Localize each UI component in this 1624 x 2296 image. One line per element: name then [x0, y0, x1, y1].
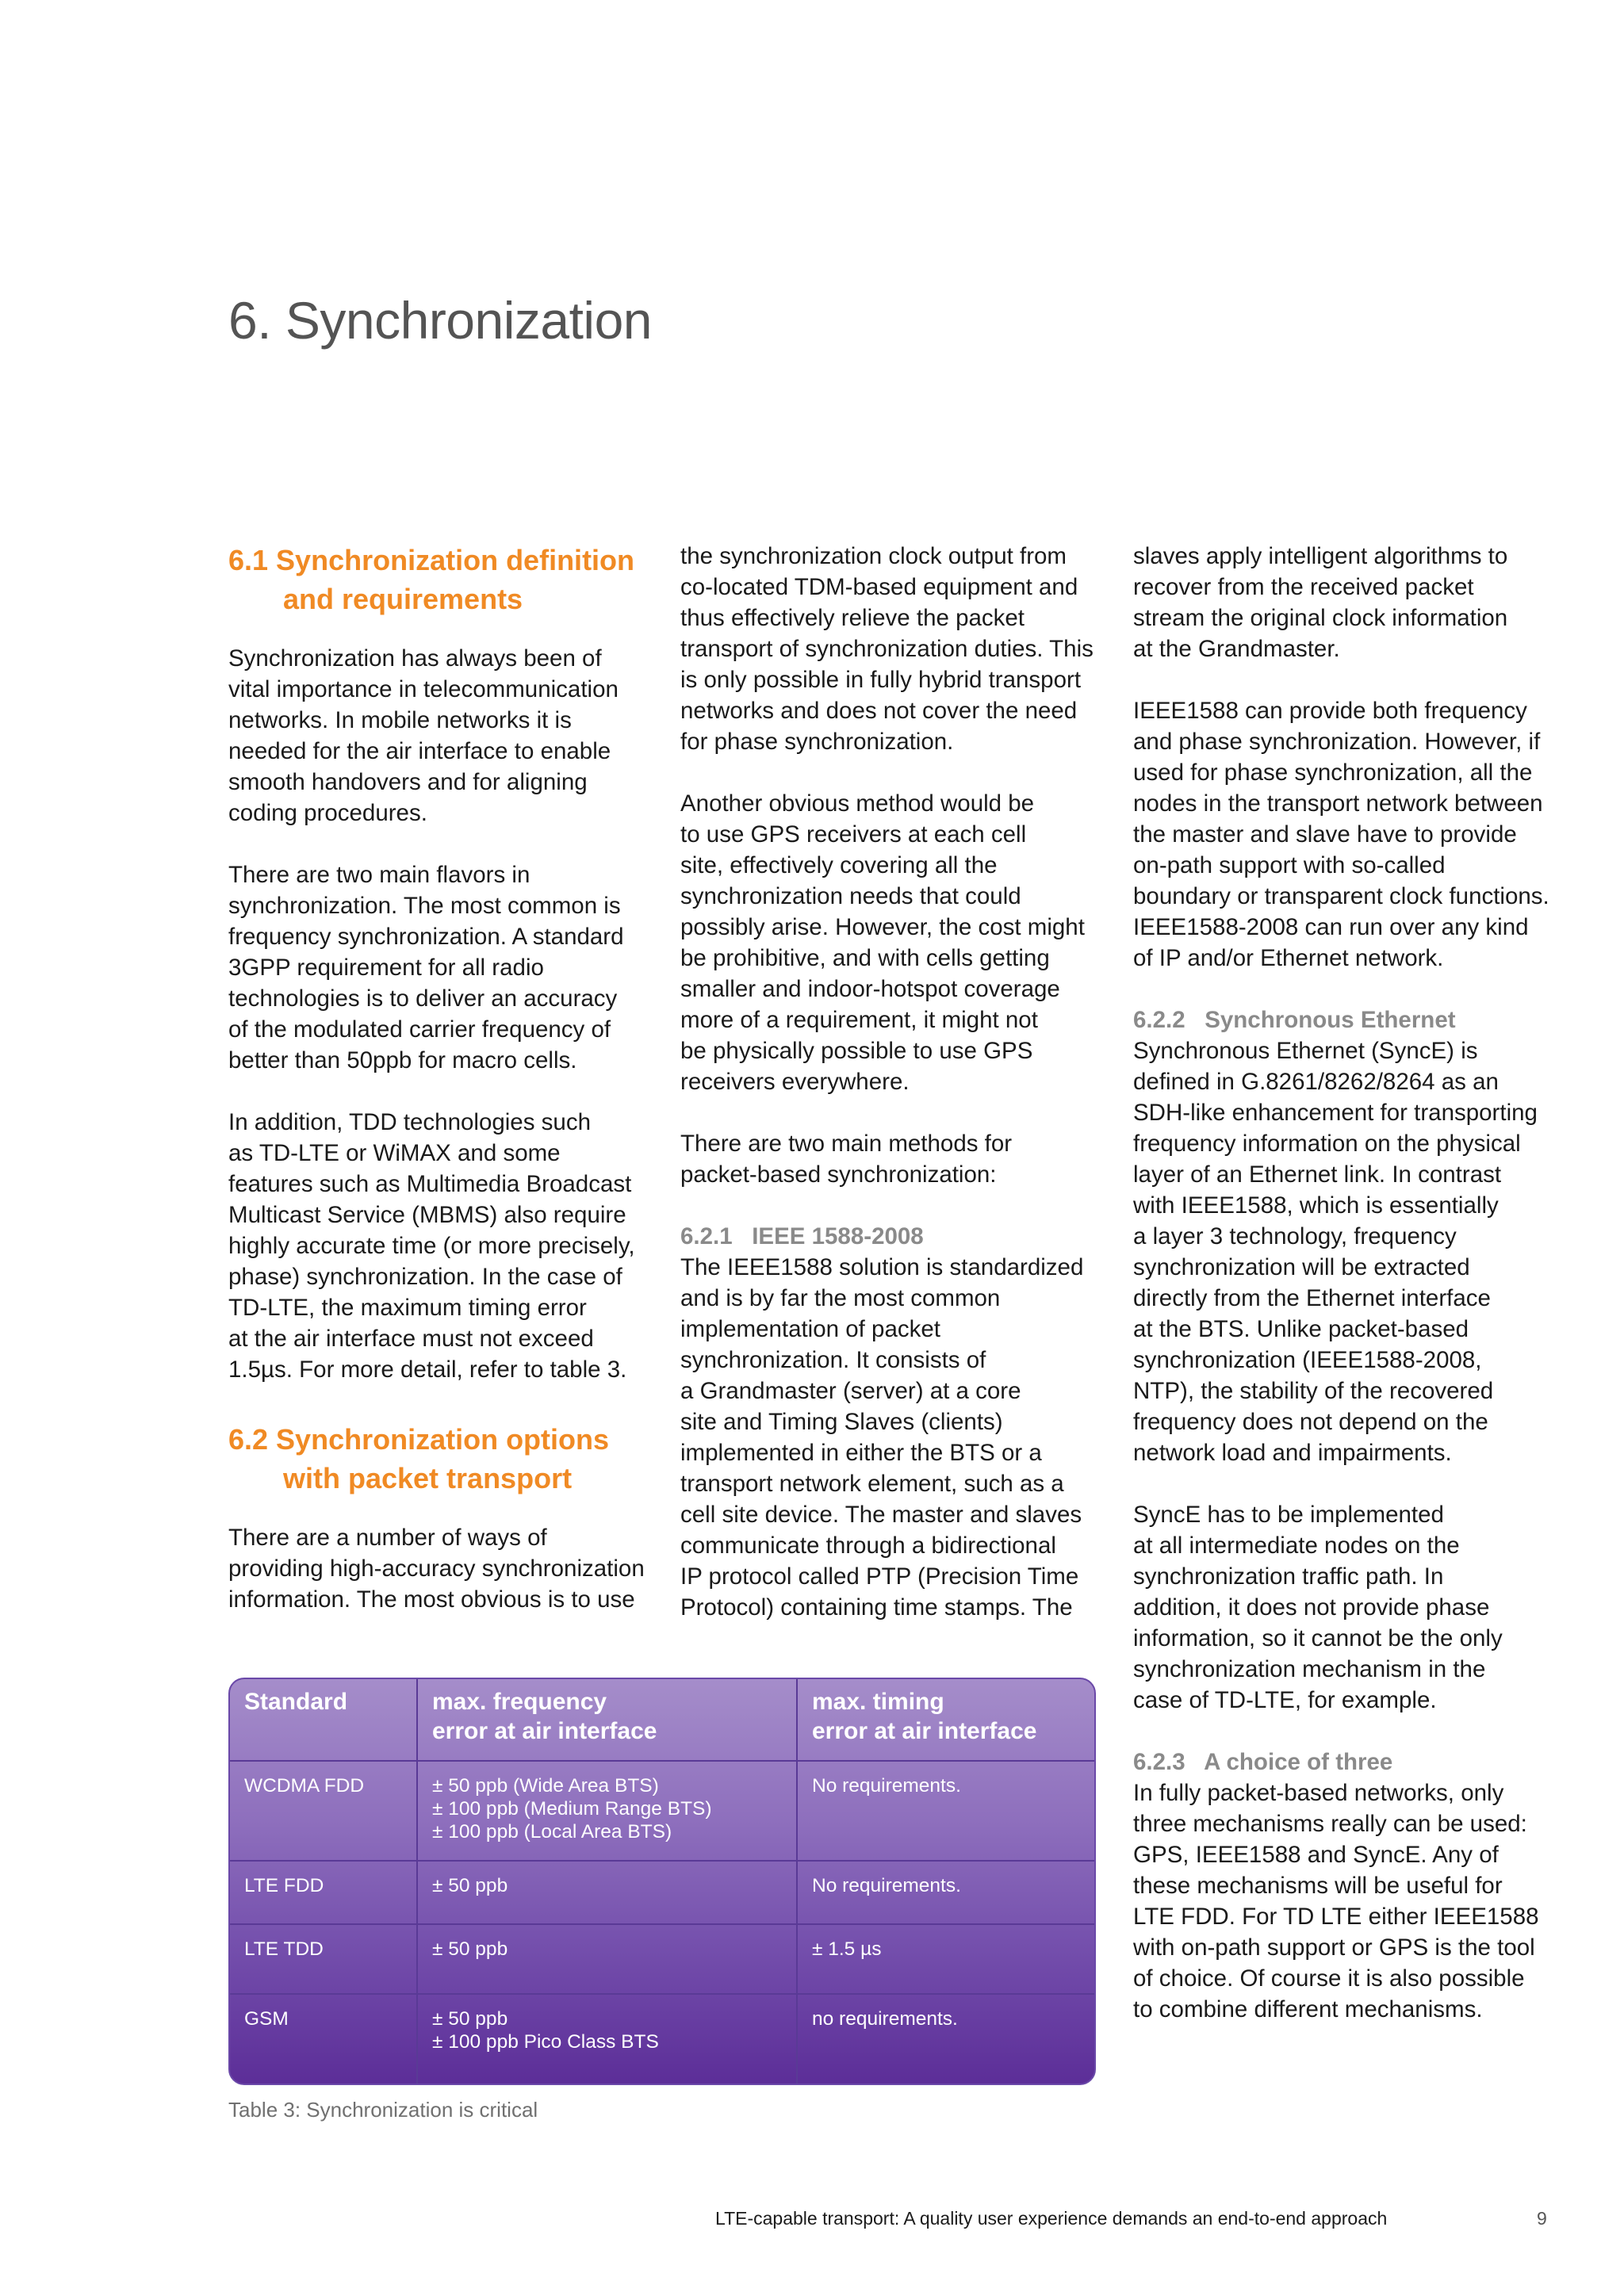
section-6-2-2-paragraph-1: Synchronous Ethernet (SyncE) is defined in G.8261/8262/8264 as an SDH-like enhancement for transporting frequency information on the physical layer of an Ethernet link. In contrast with IEEE1588, which is essentially a layer 3 technology, frequency synchronization will be extracted directly from the Ethernet interface at the BTS. Unlike packet-based synchronization (IEEE1588-2008, NTP), the stability of the recovered frequency does not depend on the network load and impairments. — [1133, 1038, 1538, 1466]
table-cell-frequency: ± 50 ppb (Wide Area BTS) ± 100 ppb (Medium Range BTS) ± 100 ppb (Local Area BTS) — [417, 1761, 797, 1861]
column-2 — [680, 541, 1113, 1623]
table-row — [230, 1761, 1094, 1861]
section-6-2-2-paragraph-2: SyncE has to be implemented at all intermediate nodes on the synchronization traffic path. In addition, it does not provide phase information, so it cannot be the only synchronization mechanism in the case of TD-LTE, for example. — [1133, 1502, 1503, 1713]
table-header-standard: Standard — [230, 1679, 417, 1761]
table-cell-timing: No requirements. — [797, 1861, 1094, 1924]
section-6-1-heading: 6.1 Synchronization definition and requirements — [228, 544, 635, 615]
column-1 — [228, 541, 657, 1615]
section-6-2-paragraph-cont: the synchronization clock output from co-located TDM-based equipment and thus effectively relieve the packet transport of synchronization duties. This is only possible in fully hybrid transport networks and does not cover the need for phase synchronization. — [680, 543, 1094, 755]
section-6-1-paragraph-2: There are two main flavors in synchronization. The most common is frequency synchronization. A standard 3GPP requirement for all radio technologies is to deliver an accuracy of the modulated carrier frequency of better than 50ppb for macro cells. — [228, 862, 624, 1073]
section-6-2-paragraph-start: There are a number of ways of providing high-accuracy synchronization information. The most obvious is to use — [228, 1525, 645, 1613]
table-header-row — [230, 1679, 1094, 1761]
section-6-2-3-heading: 6.2.3 A choice of three — [1133, 1749, 1393, 1775]
section-6-2-1-paragraph-2: IEEE1588 can provide both frequency and phase synchronization. However, if used for phase synchronization, all the nodes in the transport network between the master and slave have to provide on-path support with so-called boundary or transparent clock functions. IEEE1588-2008 can run over any kind of IP and/or Ethernet network. — [1133, 698, 1549, 971]
section-6-2-1-paragraph-cont: slaves apply intelligent algorithms to recover from the received packet stream the original clock information at the Grandmaster. — [1133, 543, 1508, 662]
table-cell-timing: no requirements. — [812, 2008, 958, 2030]
table-cell-frequency: ± 50 ppb — [417, 1861, 797, 1924]
table-cell-timing: No requirements. — [797, 1761, 1094, 1861]
footer-text: LTE-capable transport: A quality user experience demands an end-to-end approach — [715, 2208, 1388, 2229]
sync-requirements-table — [230, 1679, 1094, 2084]
section-6-1-paragraph-3: In addition, TDD technologies such as TD-LTE or WiMAX and some features such as Multimedia Broadcast Multicast Service (MBMS) also require highly accurate time (or more precisely, phase) synchronization. In the case of TD-LTE, the maximum timing error at the air interface must not exceed 1.5µs. For more detail, refer to table 3. — [228, 1109, 635, 1383]
table-cell-standard: LTE FDD — [230, 1861, 417, 1924]
table-header-timing: max. timing error at air interface — [797, 1679, 1094, 1761]
table-cell-frequency: ± 50 ppb ± 100 ppb Pico Class BTS — [417, 1994, 797, 2084]
section-6-2-paragraph-methods: There are two main methods for packet-based synchronization: — [680, 1131, 1013, 1188]
column-3 — [1133, 541, 1577, 2025]
table-row — [230, 1994, 1094, 2084]
section-6-2-1-paragraph: The IEEE1588 solution is standardized and is by far the most common implementation of packet synchronization. It consists of a Grandmaster (server) at a core site and Timing Slaves (clients) implemented in either the BTS or a transport network element, such as a cell site device. The master and slaves communicate through a bidirectional IP protocol called PTP (Precision Time Protocol) containing time stamps. The — [680, 1254, 1084, 1621]
table-cell-timing: ± 1.5 µs — [797, 1924, 1094, 1994]
sync-requirements-table-container — [228, 1678, 1096, 2085]
section-6-2-1-heading: 6.2.1 IEEE 1588-2008 — [680, 1223, 924, 1249]
table-header-frequency: max. frequency error at air interface — [417, 1679, 797, 1761]
table-cell-standard: WCDMA FDD — [230, 1761, 417, 1861]
section-6-1-paragraph-1: Synchronization has always been of vital importance in telecommunication networks. In mobile networks it is needed for the air interface to enable smooth handovers and for aligning coding procedures. — [228, 645, 619, 826]
table-caption: Table 3: Synchronization is critical — [228, 2098, 538, 2122]
section-6-2-heading: 6.2 Synchronization options with packet transport — [228, 1423, 610, 1494]
page-number: 9 — [1537, 2208, 1547, 2229]
table-row — [230, 1924, 1094, 1994]
section-6-2-paragraph-gps: Another obvious method would be to use GPS receivers at each cell site, effectively covering all the synchronization needs that could possibly arise. However, the cost might be prohibitive, and with cells getting smaller and indoor-hotspot coverage more of a requirement, it might not be physically possible to use GPS receivers everywhere. — [680, 790, 1085, 1095]
section-6-2-3-paragraph: In fully packet-based networks, only three mechanisms really can be used: GPS, IEEE1588 and SyncE. Any of these mechanisms will be useful for LTE FDD. For TD LTE either IEEE1588 with on-path support or GPS is the tool of choice. Of course it is also possible to combine different mechanisms. — [1133, 1780, 1539, 2022]
table-cell-standard: LTE TDD — [230, 1924, 417, 1994]
table-cell-standard: GSM — [230, 1994, 417, 2084]
section-6-2-2-heading: 6.2.2 Synchronous Ethernet — [1133, 1007, 1456, 1033]
table-cell-frequency: ± 50 ppb — [417, 1924, 797, 1994]
chapter-title: 6. Synchronization — [228, 291, 652, 350]
table-row — [230, 1861, 1094, 1924]
